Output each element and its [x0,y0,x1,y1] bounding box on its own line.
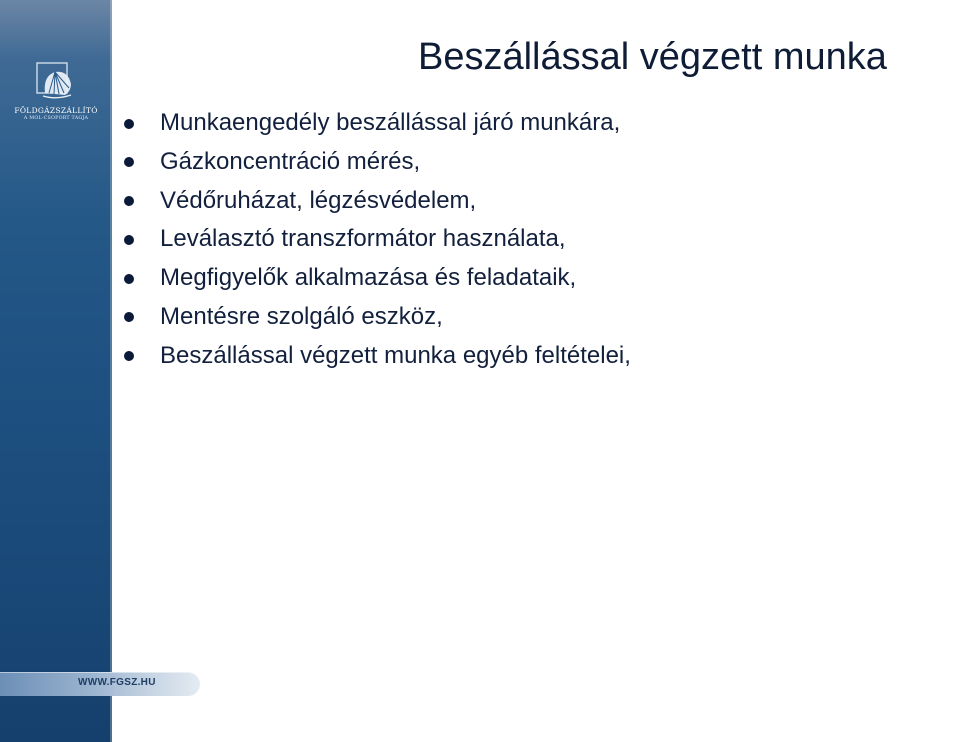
bullet-text: Leválasztó transzformátor használata, [160,225,566,253]
bullet-item [122,298,631,337]
company-logo [10,60,102,140]
bullet-list [122,104,631,376]
bullet-item [122,220,631,259]
footer-url[interactable]: WWW.FGSZ.HU [78,677,156,688]
bullet-text: Védőruházat, légzésvédelem, [160,186,477,214]
bullet-dot-icon [124,235,134,245]
bullet-text: Munkaengedély beszállással járó munkára, [160,109,621,136]
bullet-dot-icon [124,119,134,129]
logo-company-name: FÖLDGÁZSZÁLLÍTÓ [14,106,98,115]
bullet-dot-icon [124,196,134,206]
bullet-dot-icon [124,351,134,361]
bullet-item [122,104,631,143]
logo-subtitle: A MOL-CSOPORT TAGJA [23,116,89,121]
bullet-text: Gázkoncentráció mérés, [160,147,421,175]
bullet-dot-icon [124,312,134,322]
bullet-dot-icon [124,157,134,167]
shell-logo-icon [35,60,77,104]
bullet-dot-icon [124,274,134,284]
bullet-text: Megfigyelők alkalmazása és feladataik, [160,264,577,292]
bullet-text: Mentésre szolgáló eszköz, [160,302,443,330]
bullet-text: Beszállással végzett munka egyéb feltételei, [160,341,631,369]
bullet-item [122,143,631,182]
sidebar-panel [0,0,112,742]
bullet-item [122,259,631,298]
bullet-item [122,182,631,221]
bullet-item [122,337,631,376]
slide-title: Beszállással végzett munka [418,36,887,78]
